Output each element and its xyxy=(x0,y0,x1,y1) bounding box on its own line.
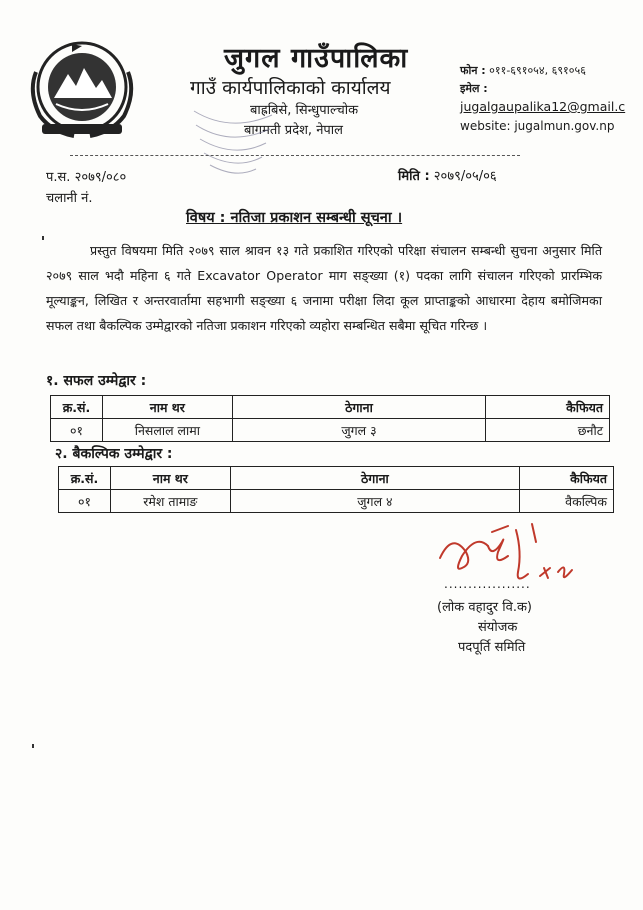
table-header-row xyxy=(51,396,610,419)
successful-table xyxy=(50,395,610,442)
sn-header: क्र.सं. xyxy=(51,396,103,419)
header-divider xyxy=(70,155,520,156)
table-row xyxy=(59,490,614,513)
email-label: इमेल : xyxy=(460,82,488,95)
website-link[interactable]: website: jugalmun.gov.np xyxy=(460,119,615,133)
successful-heading: १. सफल उम्मेद्वार : xyxy=(46,373,147,389)
alternate-heading: २. बैकल्पिक उम्मेद्वार : xyxy=(55,446,173,462)
remarks-cell: वैकल्पिक xyxy=(520,490,614,513)
date-value: २०७९/०५/०६ xyxy=(433,169,497,184)
contact-block xyxy=(460,62,643,135)
letter-subject: विषय : नतिजा प्रकाशन सम्बन्धी सूचना । xyxy=(186,210,403,226)
office-stamp-icon xyxy=(190,103,276,183)
municipality-emblem-icon xyxy=(22,32,142,142)
sn-header: क्र.सं. xyxy=(59,467,111,490)
name-cell: रमेश तामाङ xyxy=(110,490,230,513)
remarks-header: कैफियत xyxy=(486,396,610,419)
margin-mark xyxy=(42,236,44,240)
address-line-2: बागमती प्रदेश, नेपाल xyxy=(244,123,343,138)
reference-number: प.स. २०७९/०८० xyxy=(46,170,127,185)
letter-body xyxy=(46,238,602,338)
office-title: गाउँ कार्यपालिकाको कार्यालय xyxy=(190,77,391,99)
margin-mark xyxy=(32,744,34,748)
municipality-title: जुगल गाउँपालिका xyxy=(224,43,409,74)
address-header: ठेगाना xyxy=(232,396,485,419)
remarks-cell: छनौट xyxy=(486,419,610,442)
address-cell: जुगल ४ xyxy=(230,490,519,513)
remarks-header: कैफियत xyxy=(520,467,614,490)
address-line-1: बाह्रबिसे, सिन्धुपाल्चोक xyxy=(250,103,359,118)
sn-cell: ०१ xyxy=(51,419,103,442)
signatory-name: (लोक वहादुर वि.क) xyxy=(437,600,533,615)
sn-cell: ०१ xyxy=(59,490,111,513)
letter-body-text: प्रस्तुत विषयमा मिति २०७९ साल श्रावन १३ गते प्रकाशित गरिएको परिक्षा संचालन सम्बन्धी सुचना अनुसार मिति २०७९ साल भदौ महिना ६ गते Excavator Operator माग सङ्ख्या (१) पदका लागि संचालन गरिएको प्रारम्भिक मूल्याङ्कन, लिखित र अन्तरवार्तामा सहभागी सङ्ख्या ६ जनामा परीक्षा लिदा कूल प्राप्ताङ्कको आधारमा देहाय बमोजिमका सफल तथा बैकल्पिक उम्मेद्वारको नतिजा प्रकाशन गरिएको व्यहोरा सम्बन्धित सबैमा सूचित गरिन्छ । xyxy=(46,243,602,333)
signatory-role: संयोजक xyxy=(478,620,518,635)
table-header-row xyxy=(59,467,614,490)
phone-label: फोन : xyxy=(460,64,486,77)
address-cell: जुगल ३ xyxy=(232,419,485,442)
signature-line: .................. xyxy=(444,577,531,591)
letter-date xyxy=(398,166,497,184)
table-row xyxy=(51,419,610,442)
name-cell: निसलाल लामा xyxy=(102,419,232,442)
phone-row xyxy=(460,62,643,80)
challan-number: चलानी नं. xyxy=(46,191,93,206)
name-header: नाम थर xyxy=(102,396,232,419)
alternate-table xyxy=(58,466,614,513)
email-row xyxy=(460,80,643,117)
signatory-committee: पदपूर्ति समिति xyxy=(458,640,526,655)
address-header: ठेगाना xyxy=(230,467,519,490)
email-link[interactable]: jugalgaupalika12@gmail.c xyxy=(460,99,626,114)
name-header: नाम थर xyxy=(110,467,230,490)
date-label: मिति : xyxy=(398,169,430,184)
phone-value: ०११-६९१०५४, ६९१०५६ xyxy=(489,64,586,77)
